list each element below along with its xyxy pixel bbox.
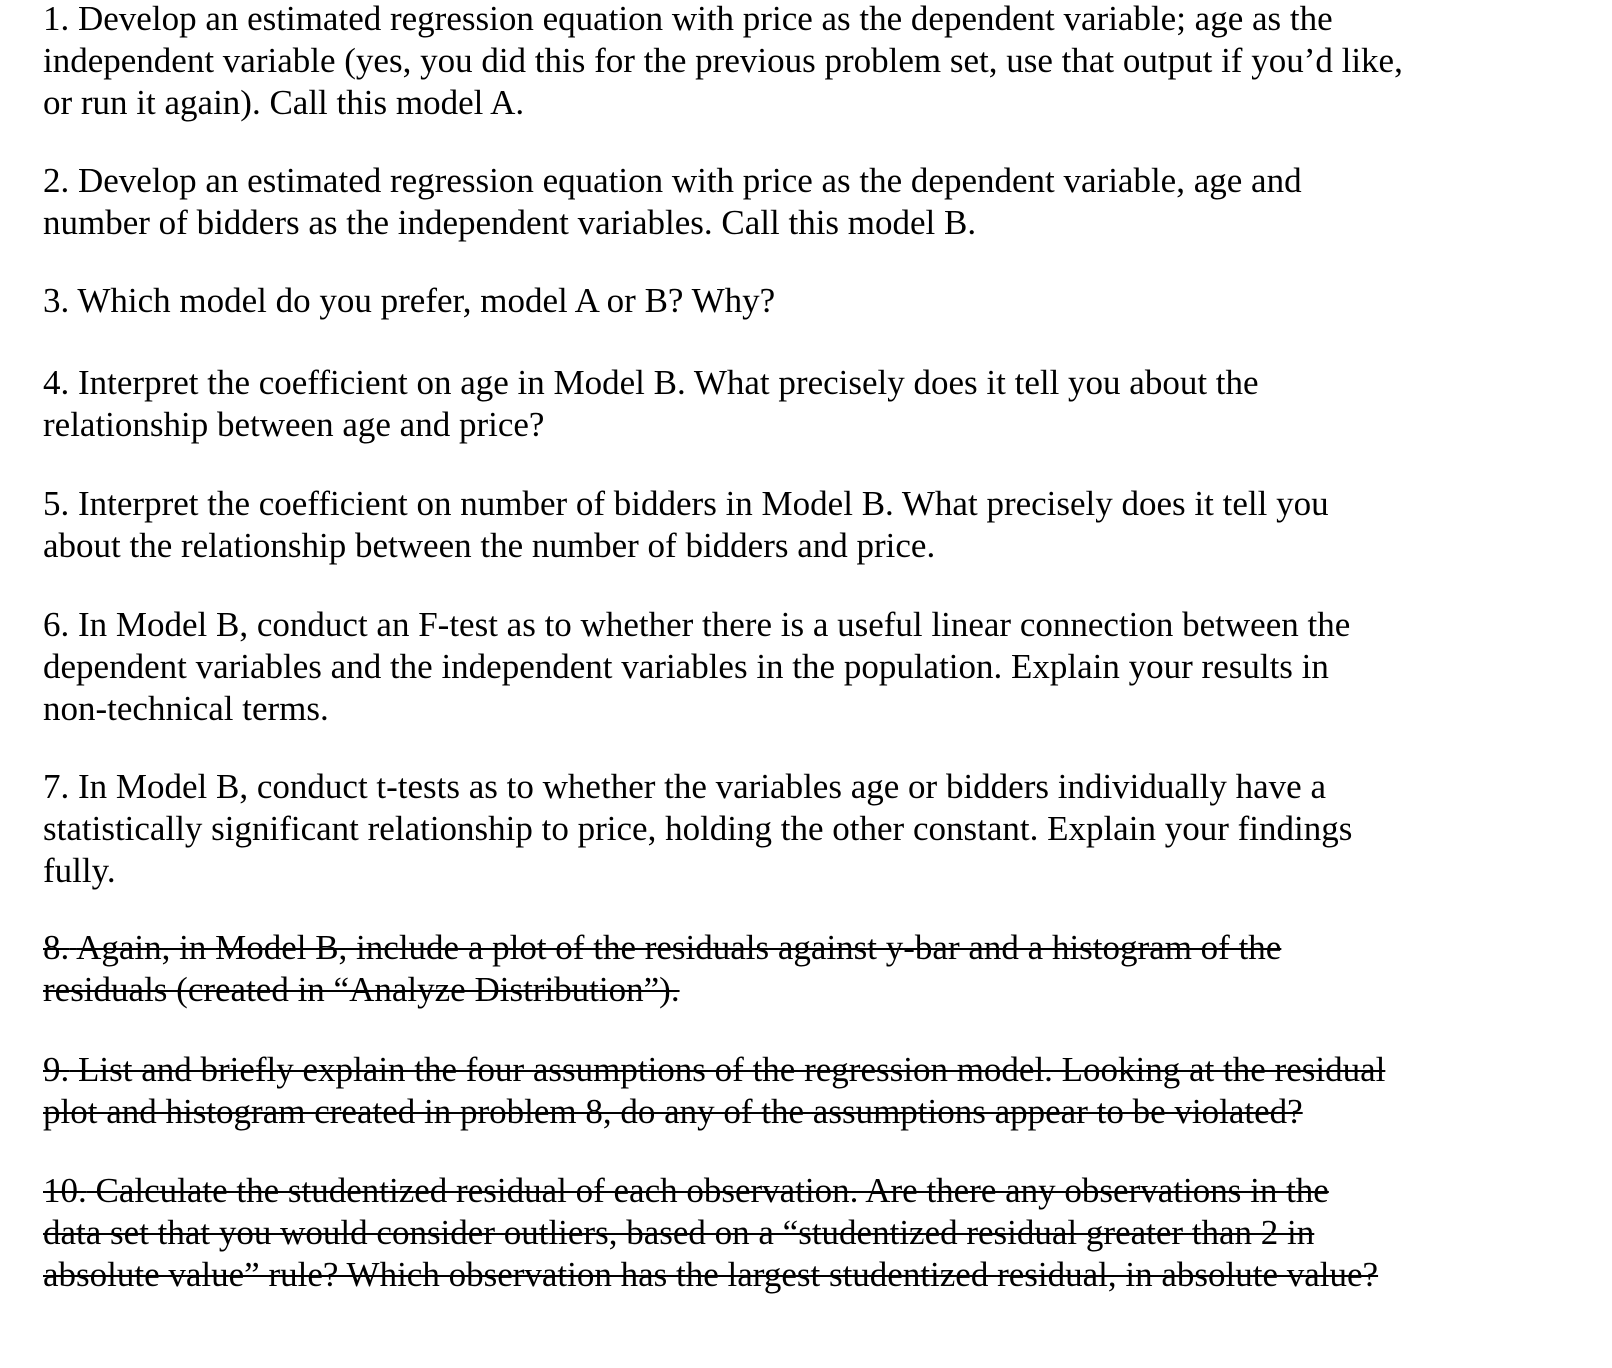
question-5-number: 5. [43,484,70,523]
question-4 [43,362,1483,446]
question-10-struck [43,1170,1483,1296]
question-3-number: 3. [43,281,70,320]
question-7-text: In Model B, conduct t-tests as to whether the variables age or bidders individually have a statistically significant relationship to price, holding the other constant. Explain your findings fully. [43,767,1353,890]
question-10-text: Calculate the studentized residual of each observation. Are there any observations in the data set that you would consider outliers, based on a “studentized residual greater than 2 in absolute value” rule? Which observation has the largest studentized residual, in absolute value? [43,1171,1379,1294]
question-6-text: In Model B, conduct an F-test as to whether there is a useful linear connection between the dependent variables and the independent variables in the population. Explain your results in non-technical terms. [43,605,1351,728]
question-2-text: Develop an estimated regression equation with price as the dependent variable, age and number of bidders as the independent variables. Call this model B. [43,161,1302,242]
question-5-text: Interpret the coefficient on number of bidders in Model B. What precisely does it tell you about the relationship between the number of bidders and price. [43,484,1329,565]
question-1 [43,0,1483,124]
question-1-number: 1. [43,0,70,38]
question-4-number: 4. [43,363,70,402]
question-8-struck [43,927,1483,1011]
question-6 [43,604,1483,730]
question-8-number: 8. [43,928,70,967]
question-5 [43,483,1483,567]
question-4-text: Interpret the coefficient on age in Model B. What precisely does it tell you about the relationship between age and price? [43,363,1259,444]
question-9-struck [43,1049,1483,1133]
question-6-number: 6. [43,605,70,644]
question-7 [43,766,1483,892]
question-1-text: Develop an estimated regression equation with price as the dependent variable; age as the independent variable (yes, you did this for the previous problem set, use that output if you’d like, or run it again). Call this model A. [43,0,1403,122]
question-2-number: 2. [43,161,70,200]
question-3-text: Which model do you prefer, model A or B? Why? [77,281,776,320]
question-9-text: List and briefly explain the four assumptions of the regression model. Looking at the residual plot and histogram created in problem 8, do any of the assumptions appear to be violated? [43,1050,1386,1131]
question-2 [43,160,1483,244]
question-8-text: Again, in Model B, include a plot of the residuals against y-bar and a histogram of the residuals (created in “Analyze Distribution”). [43,928,1282,1009]
question-10-number: 10. [43,1171,87,1210]
question-7-number: 7. [43,767,70,806]
question-3 [43,280,1483,322]
question-9-number: 9. [43,1050,70,1089]
